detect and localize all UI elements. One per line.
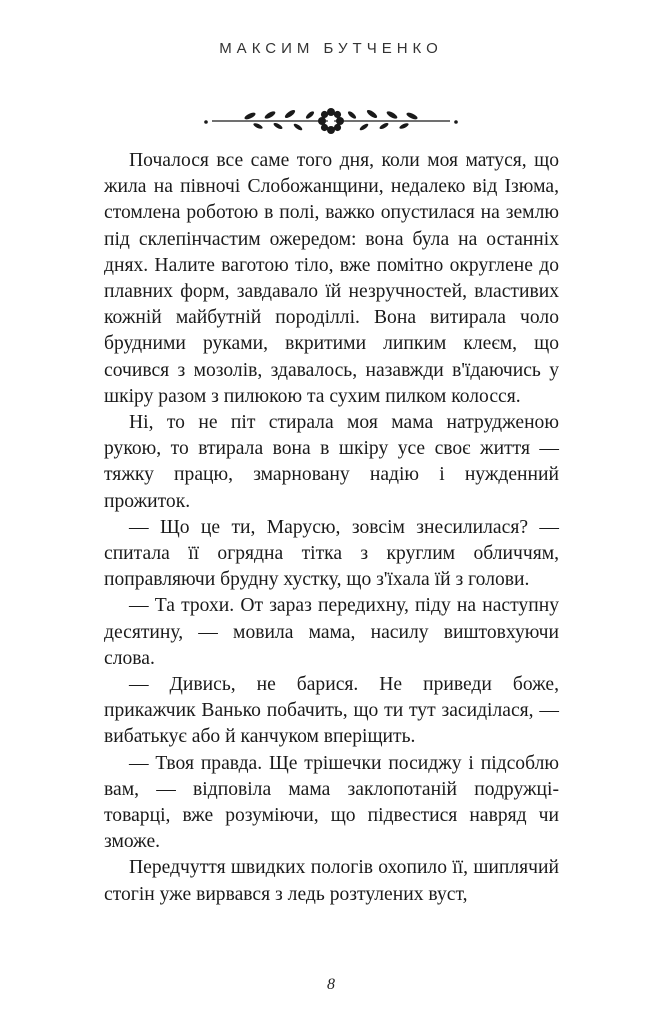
- paragraph: — Твоя правда. Ще трішечки посиджу і підсоблю вам, — відповіла мама заклопотаній подружці-товарці, вже розуміючи, що підвестися навряд чи зможе.: [104, 752, 559, 853]
- page-number: 8: [327, 976, 335, 993]
- paragraph: Почалося все саме того дня, коли моя матуся, що жила на півночі Слобожанщини, недалеко від Ізюма, стомлена роботою в полі, важко опустилася на землю під склепінчастим ожередом: вона була на останніх днях. Налите ваготою тіло, вже помітно округлене до плавних форм, завдавало їй незручностей, властивих кожній майбутній породіллі. Вона витирала чоло брудними руками, вкритими липким клеєм, що сочився з мозолів, здавалось, назавжди в'їдаючись у шкіру разом з пилюкою та сухим пилком колосся.: [104, 150, 559, 407]
- paragraph: Передчуття швидких пологів охопило її, шиплячий стогін уже вирвався з ледь розтулених вуст,: [104, 857, 559, 905]
- running-head: МАКСИМ БУТЧЕНКО: [219, 40, 443, 57]
- paragraph: — Та трохи. От зараз передихну, піду на наступну десятину, — мовила мама, насилу виштовхуючи слова.: [104, 595, 559, 669]
- paragraph: — Дивись, не барися. Не приведи боже, прикажчик Ванько побачить, що ти тут засиділася, — вибатькує або й канчуком вперіщить.: [104, 674, 559, 748]
- floral-divider-icon: [200, 104, 462, 134]
- body-text: [104, 148, 559, 908]
- paragraph: — Що це ти, Марусю, зовсім знесилилася? — спитала її огрядна тітка з круглим обличчям, поправляючи брудну хустку, що з'їхала їй з голови.: [104, 516, 559, 591]
- paragraph: Ні, то не піт стирала моя мама натрудженою рукою, то втирала вона в шкіру усе своє життя — тяжку працю, змарновану надію і нужденний прожиток.: [104, 412, 559, 512]
